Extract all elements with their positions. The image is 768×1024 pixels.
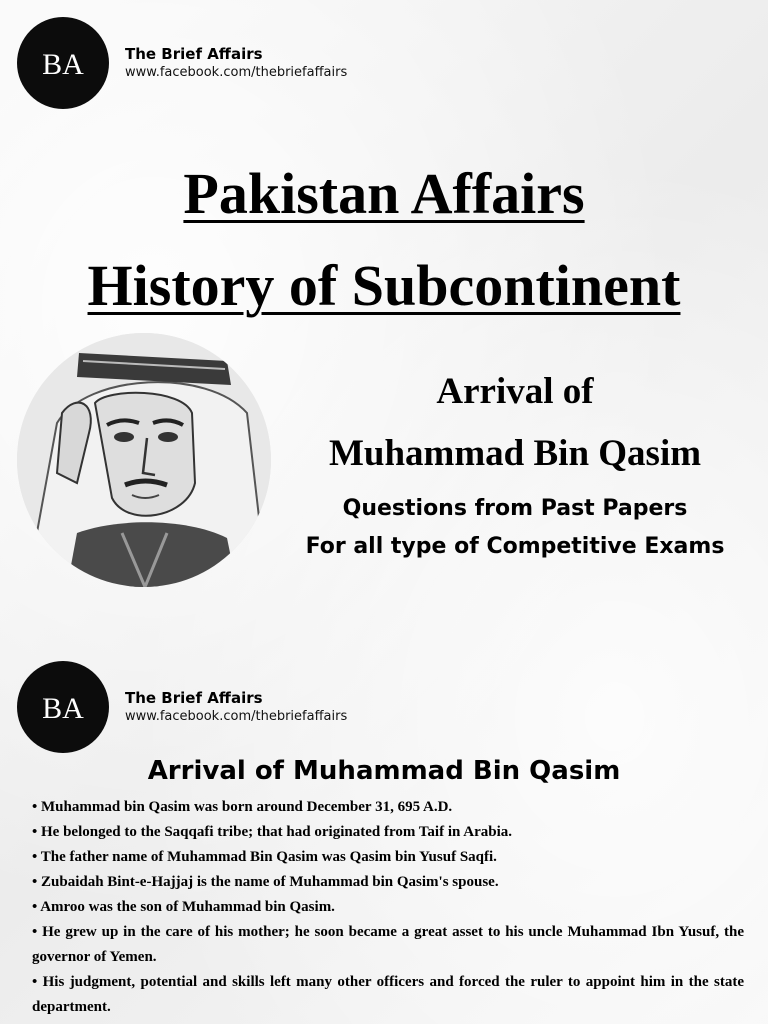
svg-text:BA: BA: [42, 48, 84, 81]
brand-url[interactable]: www.facebook.com/thebriefaffairs: [125, 709, 348, 724]
list-item: • He belonged to the Saqqafi tribe; that had originated from Taif in Arabia.: [32, 820, 744, 845]
section-title: Arrival of Muhammad Bin Qasim: [147, 756, 621, 786]
brand-logo: [17, 661, 109, 753]
brand-header: [17, 17, 347, 109]
brand-name: The Brief Affairs: [125, 689, 263, 707]
brand-header-2: [17, 661, 347, 753]
list-item: • His judgment, potential and skills left many other officers and forced the ruler to appoint him in the state department.: [32, 970, 744, 1020]
brand-name: The Brief Affairs: [125, 45, 263, 63]
page-title-line-2: History of Subcontinent: [87, 253, 681, 318]
brand-logo-mark: [17, 661, 109, 753]
list-item: • He grew up in the care of his mother; he soon became a great asset to his uncle Muhammad Ibn Yusuf, the governor of Yemen.: [32, 920, 744, 970]
bullet-list: [32, 795, 744, 1020]
page-title-line-1: Pakistan Affairs: [183, 161, 585, 226]
portrait-image: [17, 333, 271, 587]
list-item: • Zubaidah Bint-e-Hajjaj is the name of Muhammad bin Qasim's spouse.: [32, 870, 744, 895]
hero-note-line-2: For all type of Competitive Exams: [305, 534, 725, 559]
list-item: • Muhammad bin Qasim was born around December 31, 695 A.D.: [32, 795, 744, 820]
hero-subtitle-line-1: Arrival of: [436, 371, 594, 412]
brand-logo-mark: [17, 17, 109, 109]
svg-text:BA: BA: [42, 692, 84, 725]
list-item: • Amroo was the son of Muhammad bin Qasim.: [32, 895, 744, 920]
list-item: • The father name of Muhammad Bin Qasim was Qasim bin Yusuf Saqfi.: [32, 845, 744, 870]
hero-subtitle-line-2: Muhammad Bin Qasim: [328, 433, 702, 474]
brand-logo: [17, 17, 109, 109]
portrait-sketch: [17, 333, 271, 587]
brand-url[interactable]: www.facebook.com/thebriefaffairs: [125, 65, 348, 80]
hero-note-line-1: Questions from Past Papers: [342, 496, 688, 521]
